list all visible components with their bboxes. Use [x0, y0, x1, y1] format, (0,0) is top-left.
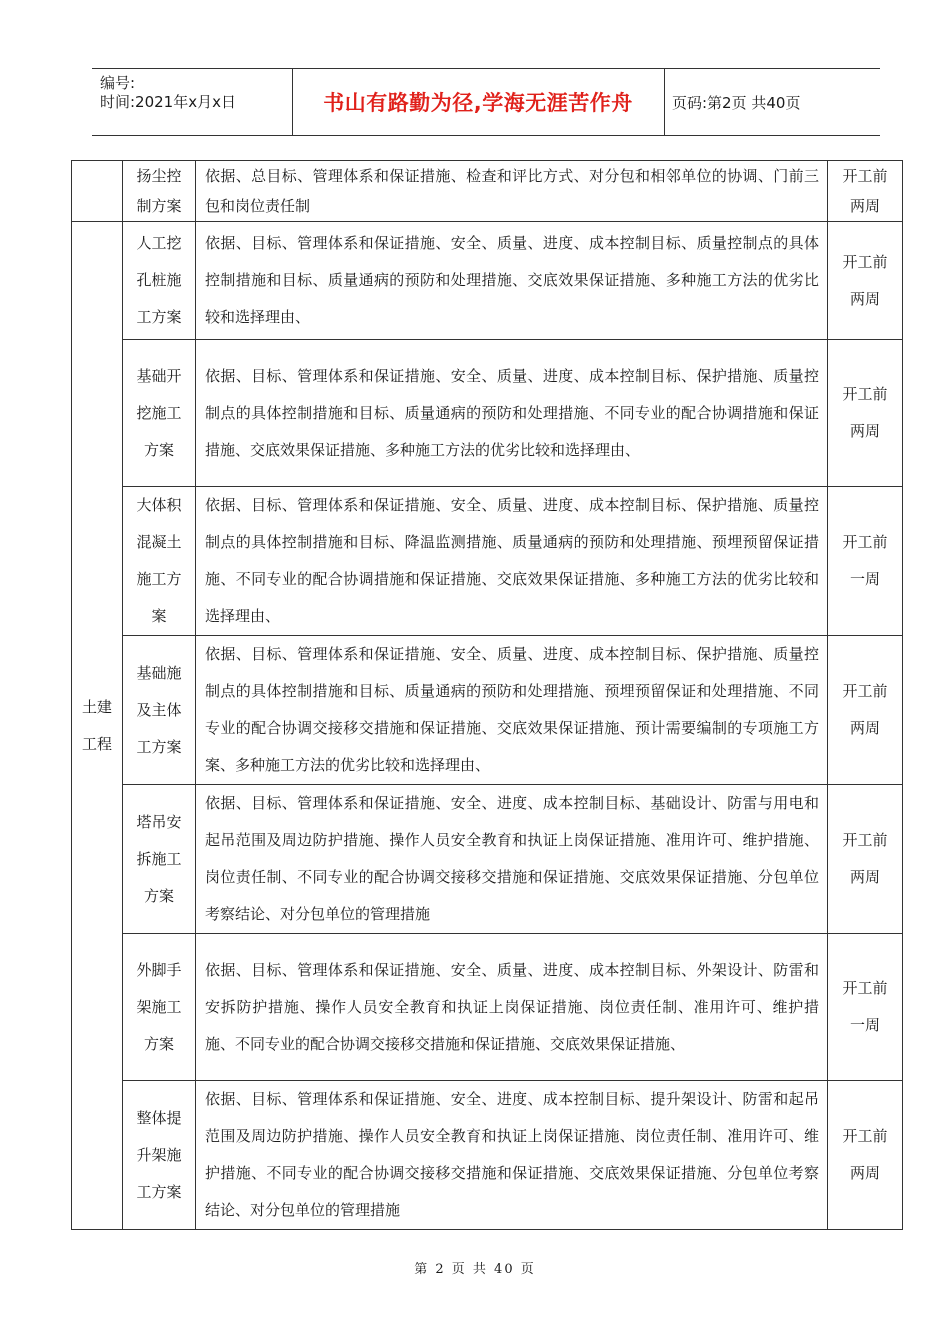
row-name: 外脚手架施工方案 — [123, 934, 196, 1081]
row-content: 依据、目标、管理体系和保证措施、安全、质量、进度、成本控制目标、保护措施、质量控制点的具体控制措施和目标、质量通病的预防和处理措施、不同专业的配合协调措施和保证措施、交底效果保证措施、多种施工方法的优劣比较和选择理由、 — [196, 340, 828, 487]
row-time: 开工前两周 — [828, 785, 903, 934]
row-content: 依据、目标、管理体系和保证措施、安全、质量、进度、成本控制目标、质量控制点的具体控制措施和目标、质量通病的预防和处理措施、交底效果保证措施、多种施工方法的优劣比较和选择理由、 — [196, 222, 828, 340]
row-name: 基础施及主体工方案 — [123, 636, 196, 785]
category-cell: 土建工程 — [72, 222, 123, 1230]
page-footer: 第 2 页 共 40 页 — [414, 1262, 536, 1277]
row-content: 依据、总目标、管理体系和保证措施、检查和评比方式、对分包和相邻单位的协调、门前三包和岗位责任制 — [196, 161, 828, 222]
row-name: 塔吊安拆施工方案 — [123, 785, 196, 934]
row-time: 开工前两周 — [828, 161, 903, 222]
row-time: 开工前一周 — [828, 487, 903, 636]
header-meta-cell — [92, 69, 293, 135]
table-row — [72, 934, 903, 1081]
row-name: 整体提升架施工方案 — [123, 1081, 196, 1230]
row-content: 依据、目标、管理体系和保证措施、安全、进度、成本控制目标、基础设计、防雷与用电和起吊范围及周边防护措施、操作人员安全教育和执证上岗保证措施、准用许可、维护措施、岗位责任制、不同专业的配合协调交接移交措施和保证措施、交底效果保证措施、分包单位考察结论、对分包单位的管理措施 — [196, 785, 828, 934]
row-content: 依据、目标、管理体系和保证措施、安全、进度、成本控制目标、提升架设计、防雷和起吊范围及周边防护措施、操作人员安全教育和执证上岗保证措施、岗位责任制、准用许可、维护措施、不同专业的配合协调交接移交措施和保证措施、交底效果保证措施、分包单位考察结论、对分包单位的管理措施 — [196, 1081, 828, 1230]
row-content: 依据、目标、管理体系和保证措施、安全、质量、进度、成本控制目标、外架设计、防雷和安拆防护措施、操作人员安全教育和执证上岗保证措施、岗位责任制、准用许可、维护措施、不同专业的配合协调交接移交措施和保证措施、交底效果保证措施、 — [196, 934, 828, 1081]
row-time: 开工前一周 — [828, 934, 903, 1081]
code-label: 编号: — [100, 74, 136, 92]
row-name: 扬尘控制方案 — [123, 161, 196, 222]
plan-table — [71, 160, 903, 1230]
table-row — [72, 222, 903, 340]
row-name: 基础开挖施工方案 — [123, 340, 196, 487]
table-row — [72, 636, 903, 785]
table-row — [72, 161, 903, 222]
table-row — [72, 785, 903, 934]
table-row — [72, 340, 903, 487]
motto: 书山有路勤为径,学海无涯苦作舟 — [323, 91, 633, 115]
row-content: 依据、目标、管理体系和保证措施、安全、质量、进度、成本控制目标、保护措施、质量控制点的具体控制措施和目标、降温监测措施、质量通病的预防和处理措施、预埋预留保证措施、不同专业的配合协调措施和保证措施、交底效果保证措施、多种施工方法的优劣比较和选择理由、 — [196, 487, 828, 636]
blank-cell — [72, 161, 123, 222]
row-content: 依据、目标、管理体系和保证措施、安全、质量、进度、成本控制目标、保护措施、质量控制点的具体控制措施和目标、质量通病的预防和处理措施、预埋预留保证和处理措施、不同专业的配合协调交接移交措施和保证措施、交底效果保证措施、预计需要编制的专项施工方案、多种施工方法的优劣比较和选择理由、 — [196, 636, 828, 785]
table-row — [72, 487, 903, 636]
page-header — [92, 68, 880, 136]
time-label: 时间:2021年x月x日 — [100, 93, 236, 111]
table-row — [72, 1081, 903, 1230]
row-name: 人工挖孔桩施工方案 — [123, 222, 196, 340]
row-time: 开工前两周 — [828, 1081, 903, 1230]
row-name: 大体积混凝土施工方案 — [123, 487, 196, 636]
page-info: 页码:第2页 共40页 — [672, 93, 801, 112]
header-motto-cell — [292, 69, 665, 135]
row-time: 开工前两周 — [828, 340, 903, 487]
row-time: 开工前两周 — [828, 636, 903, 785]
row-time: 开工前两周 — [828, 222, 903, 340]
